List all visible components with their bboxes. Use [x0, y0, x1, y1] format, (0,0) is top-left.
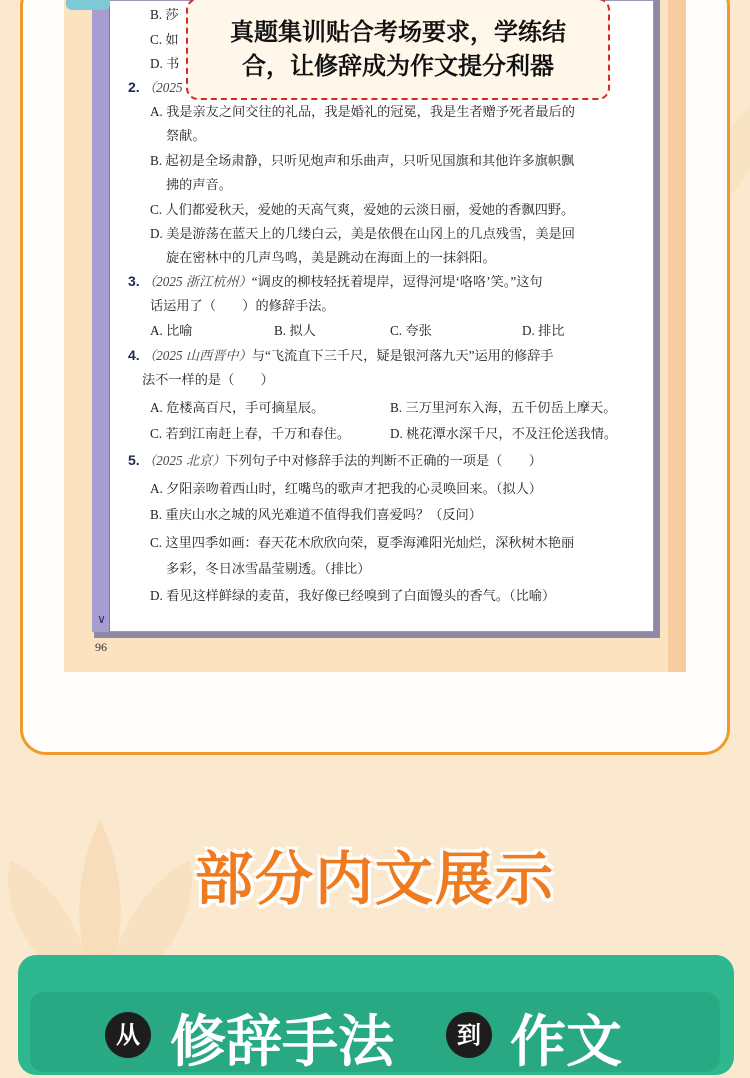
callout-text: 真题集训贴合考场要求，学练结 合，让修辞成为作文提分利器: [230, 18, 566, 80]
banner-text-rhetoric: 修辞手法: [170, 1010, 394, 1075]
book-edge: [668, 0, 686, 672]
option-line: 祭献。: [166, 128, 206, 143]
option-d: D. 排比: [522, 323, 565, 338]
from-badge: 从: [105, 1012, 151, 1058]
banner-text-essay: 作文: [510, 1010, 622, 1075]
option-line: C. 人们都爱秋天，爱她的天高气爽，爱她的云淡日丽，爱她的香飘四野。: [150, 202, 575, 217]
partial-option: B. 莎: [150, 7, 179, 22]
section-title: 部分内文展示: [194, 845, 555, 913]
question-2-header: [128, 77, 183, 96]
option-a: A. 比喻: [150, 323, 193, 338]
partial-option: C. 如: [150, 32, 179, 47]
question-number: 2.: [128, 79, 140, 95]
question-number: 5.: [128, 452, 140, 468]
option-line: D. 看见这样鲜绿的麦苗，我好像已经嗅到了白面馒头的香气。（比喻）: [150, 588, 556, 603]
question-stem-cont: 法不一样的是（ ）: [142, 372, 274, 387]
option-line: C. 这里四季如画：春天花木欣欣向荣，夏季海滩阳光灿烂，深秋树木艳丽: [150, 535, 575, 550]
question-source: （2025 山西晋中）: [142, 348, 252, 363]
question-number: 4.: [128, 347, 140, 363]
option-c: C. 若到江南赶上春，千万和春住。: [150, 426, 351, 441]
chevron-down-icon: ∨: [97, 612, 106, 626]
corner-tab: [66, 0, 110, 10]
option-b: B. 拟人: [274, 323, 316, 338]
question-source: （2025: [142, 80, 183, 95]
option-b: B. 三万里河东入海，五千仞岳上摩天。: [390, 400, 617, 415]
page-side-bar: [92, 0, 110, 632]
option-c: C. 夸张: [390, 323, 432, 338]
option-line: 多彩，冬日冰雪晶莹剔透。（排比）: [166, 561, 371, 576]
option-line: A. 夕阳亲吻着西山时，红嘴鸟的歌声才把我的心灵唤回来。（拟人）: [150, 481, 542, 496]
question-5-stem: [128, 450, 542, 469]
question-4-stem: [128, 345, 554, 364]
option-line: B. 起初是全场肃静，只听见炮声和乐曲声，只听见国旗和其他许多旗帜飘: [150, 153, 575, 168]
question-3-stem: [128, 271, 543, 290]
question-stem: 与“飞流直下三千尺，疑是银河落九天”运用的修辞手: [251, 348, 554, 363]
callout-bubble: [186, 0, 610, 100]
question-stem: 下列句子中对修辞手法的判断不正确的一项是（ ）: [225, 453, 542, 468]
option-d: D. 桃花潭水深千尺，不及汪伦送我情。: [390, 426, 618, 441]
to-badge: 到: [446, 1012, 492, 1058]
question-number: 3.: [128, 273, 140, 289]
question-stem-cont: 话运用了（ ）的修辞手法。: [150, 298, 335, 313]
option-a: A. 危楼高百尺，手可摘星辰。: [150, 400, 325, 415]
option-line: 旋在密林中的几声鸟鸣，美是跳动在海面上的一抹斜阳。: [166, 250, 496, 265]
option-line: B. 重庆山水之城的风光难道不值得我们喜爱吗？（反问）: [150, 507, 482, 522]
option-line: A. 我是亲友之间交往的礼品，我是婚礼的冠冕，我是生者赠予死者最后的: [150, 104, 575, 119]
question-stem: “调皮的柳枝轻抚着堤岸，逗得河堤‘咯咯’笑。”这句: [251, 274, 543, 289]
option-line: 拂的声音。: [166, 177, 232, 192]
question-source: （2025 北京）: [142, 453, 226, 468]
partial-option: D. 书: [150, 56, 180, 71]
option-line: D. 美是游荡在蓝天上的几缕白云，美是依偎在山冈上的几点残雪，美是回: [150, 226, 575, 241]
page-number: 96: [95, 640, 107, 654]
question-source: （2025 浙江杭州）: [142, 274, 252, 289]
